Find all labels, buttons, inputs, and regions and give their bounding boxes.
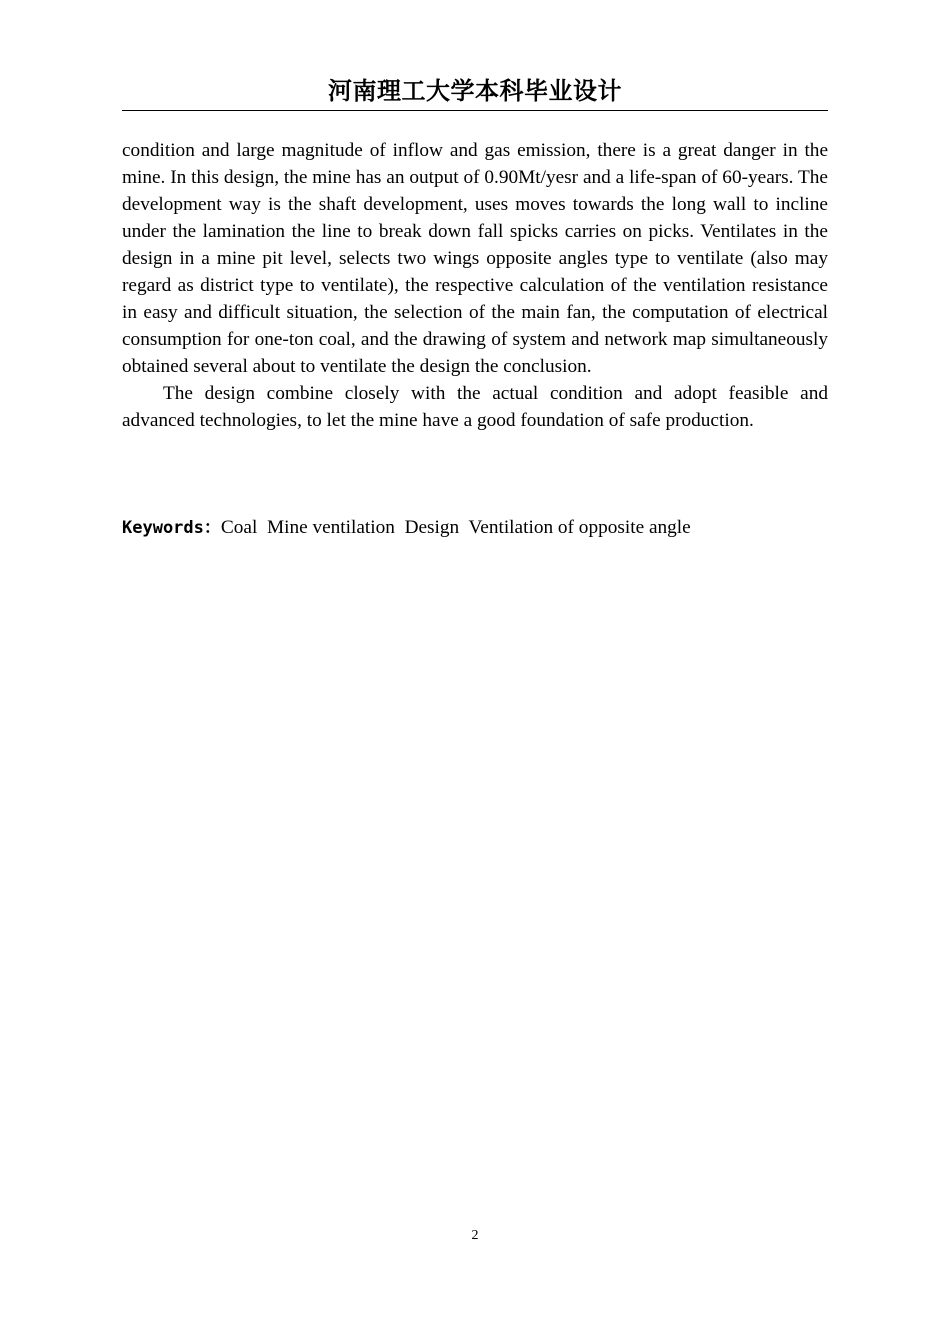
- abstract-paragraph-1: condition and large magnitude of inflow and gas emission, there is a great danger in the mine. In this design, the mine has an output of 0.90Mt/yesr and a life-span of 60-years. The development way is the shaft development, uses moves towards the long wall to incline under the lamination the line to break down fall spicks carries on picks. Ventilates in the design in a mine pit level, selects two wings opposite angles type to ventilate (also may regard as district type to ventilate), the respective calculation of the ventilation resistance in easy and difficult situation, the selection of the main fan, the computation of electrical consumption for one-ton coal, and the drawing of system and network map simultaneously obtained several about to ventilate the design the conclusion.: [122, 140, 828, 377]
- keywords-label: Keywords：: [122, 518, 221, 538]
- abstract-paragraph-2: The design combine closely with the actual condition and adopt feasible and advanced technologies, to let the mine have a good foundation of safe production.: [122, 383, 828, 431]
- keywords-line: [122, 514, 828, 542]
- keywords-value: Coal Mine ventilation Design Ventilation of opposite angle: [220, 517, 691, 538]
- header-title: 河南理工大学本科毕业设计: [328, 77, 622, 105]
- abstract-body: [122, 137, 828, 434]
- page-header: [122, 72, 828, 111]
- page-number: 2: [471, 1228, 479, 1243]
